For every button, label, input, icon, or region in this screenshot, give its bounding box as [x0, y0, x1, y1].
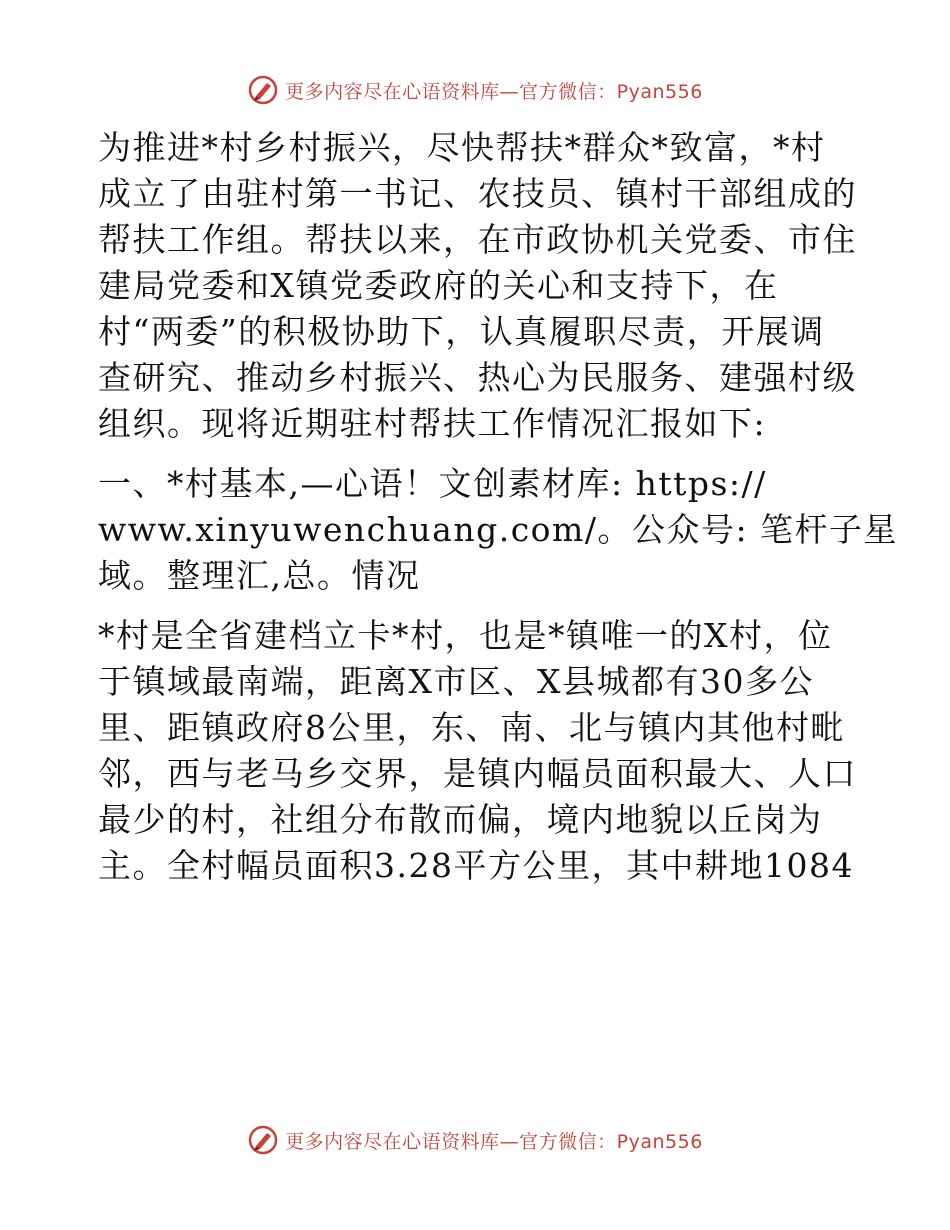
text-line: 于镇域最南端，距离X市区、X县城都有30多公: [98, 662, 814, 701]
paragraph-gap: [98, 447, 858, 461]
document-body: [98, 125, 899, 889]
pen-circle-logo-icon: [247, 1124, 279, 1156]
text-line: www.xinyuwenchuang.com/。公众号: 笔杆子星: [98, 510, 899, 549]
text-line: 组织。现将近期驻村帮扶工作情况汇报如下:: [98, 404, 767, 443]
text-line: 帮扶工作组。帮扶以来，在市政协机关党委、市住: [98, 220, 857, 259]
text-line: 成立了由驻村第一书记、农技员、镇村干部组成的: [98, 174, 857, 213]
watermark-text: 更多内容尽在心语资料库—官方微信：Pyan556: [285, 80, 703, 103]
pen-circle-logo-icon: [247, 74, 279, 106]
text-line: 域。整理汇,总。情况: [98, 556, 421, 595]
text-line: 建局党委和X镇党委政府的关心和支持下，在: [98, 266, 779, 305]
paragraph-gap: [98, 599, 858, 613]
text-line: 主。全村幅员面积3.28平方公里，其中耕地1084: [98, 846, 854, 885]
text-line: *村是全省建档立卡*村，也是*镇唯一的X村，位: [98, 616, 833, 655]
text-line: 里、距镇政府8公里，东、南、北与镇内其他村毗: [98, 708, 845, 747]
text-line: 邻，西与老马乡交界，是镇内幅员面积最大、人口: [98, 754, 857, 793]
watermark-text: 更多内容尽在心语资料库—官方微信：Pyan556: [285, 1130, 703, 1153]
text-line: 村“两委”的积极协助下，认真履职尽责，开展调: [98, 312, 825, 351]
footer-watermark-banner: [0, 1120, 950, 1160]
header-watermark-banner: [0, 70, 950, 110]
paragraph-section-heading: [98, 461, 899, 599]
text-line: 一、*村基本,—心语！文创素材库: https://: [98, 464, 767, 503]
text-line: 为推进*村乡村振兴，尽快帮扶*群众*致富，*村: [98, 128, 826, 167]
paragraph-village-overview: [98, 613, 858, 889]
paragraph-intro: [98, 125, 858, 447]
text-line: 最少的村，社组分布散而偏，境内地貌以丘岗为: [98, 800, 823, 839]
text-line: 查研究、推动乡村振兴、热心为民服务、建强村级: [98, 358, 857, 397]
